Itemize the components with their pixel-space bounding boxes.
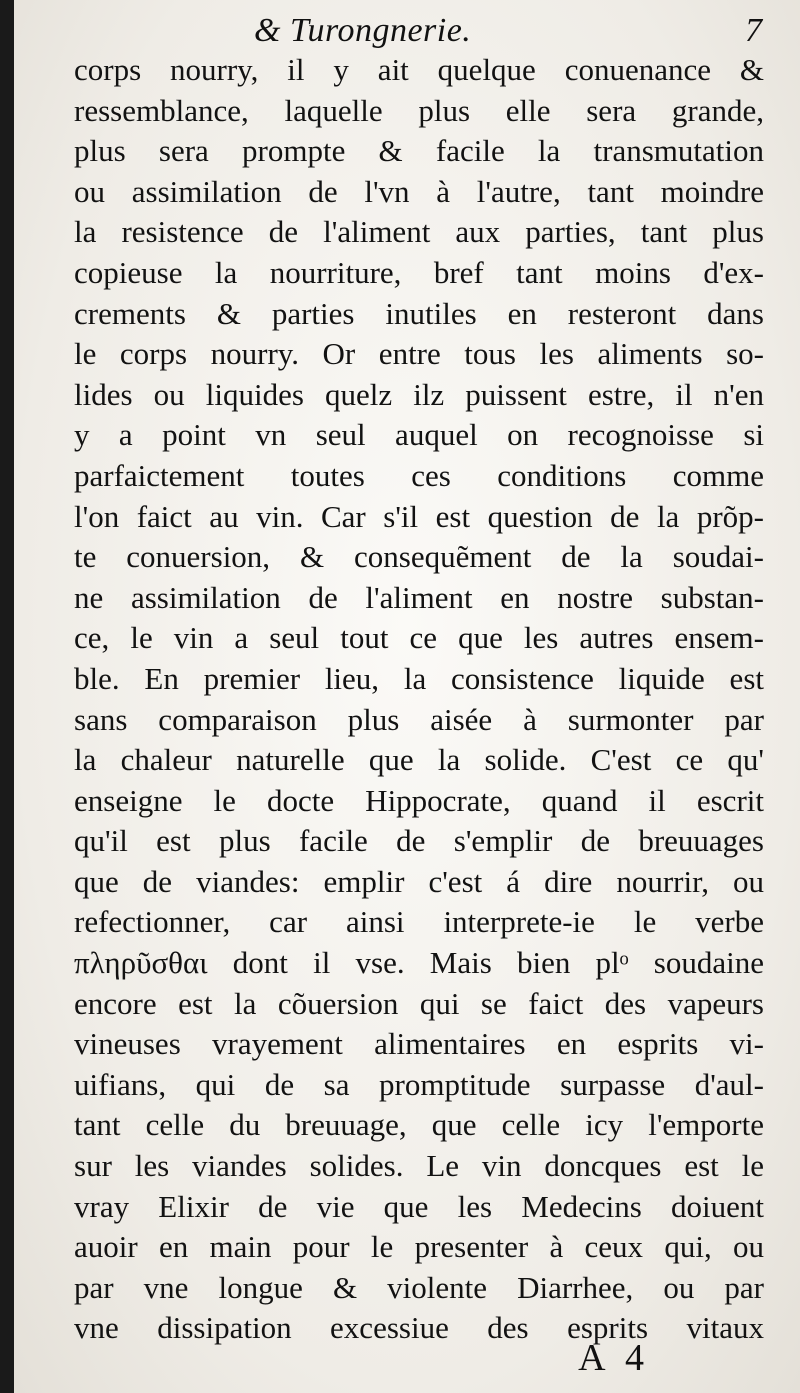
text-line: la chaleur naturelle que la solide. C'est ce qu'	[74, 742, 764, 778]
text-line: sur les viandes solides. Le vin doncques est le	[74, 1148, 764, 1184]
page-number: 7	[745, 12, 762, 49]
text-line: vne dissipation excessiue des esprits vitaux	[74, 1310, 764, 1346]
text-line: encore est la cõuersion qui se faict des vapeurs	[74, 985, 764, 1021]
text-line: corps nourry, il y ait quelque conuenance &	[74, 52, 764, 87]
text-line: ressemblance, laquelle plus elle sera grande,	[74, 92, 764, 128]
text-line: le corps nourry. Or entre tous les aliments so-	[74, 336, 764, 372]
text-line: ble. En premier lieu, la consistence liquide est	[74, 660, 764, 696]
text-line: auoir en main pour le presenter à ceux qui, ou	[74, 1229, 764, 1265]
running-title: & Turongnerie.	[254, 12, 472, 49]
text-line: refectionner, car ainsi interprete-ie le verbe	[74, 904, 764, 940]
text-line: vineuses vrayement alimentaires en esprits vi-	[74, 1026, 764, 1062]
text-line: lides ou liquides quelz ilz puissent estre, il n'en	[74, 376, 764, 412]
text-line: plus sera prompte & facile la transmutation	[74, 133, 764, 169]
text-line: ou assimilation de l'vn à l'autre, tant moindre	[74, 173, 764, 209]
text-line: la resistence de l'aliment aux parties, tant plus	[74, 214, 764, 250]
text-line: vray Elixir de vie que les Medecins doiuent	[74, 1188, 764, 1224]
text-line: enseigne le docte Hippocrate, quand il escrit	[74, 782, 764, 818]
text-line: ne assimilation de l'aliment en nostre substan-	[74, 579, 764, 615]
signature-mark: A 4	[578, 1337, 650, 1379]
text-line: copieuse la nourriture, bref tant moins d'ex-	[74, 254, 764, 290]
book-page	[14, 0, 800, 1393]
text-line: qu'il est plus facile de s'emplir de breuuages	[74, 823, 764, 859]
text-line: y a point vn seul auquel on recognoisse si	[74, 417, 764, 453]
text-line: l'on faict au vin. Car s'il est question de la prõp-	[74, 498, 764, 534]
text-line: parfaictement toutes ces conditions comme	[74, 457, 764, 493]
text-line: πληρῦσθαι dont il vse. Mais bien plᵒ soudaine	[74, 945, 764, 981]
text-line: tant celle du breuuage, que celle icy l'emporte	[74, 1107, 764, 1143]
body-text	[74, 50, 764, 1349]
text-line: par vne longue & violente Diarrhee, ou par	[74, 1269, 764, 1305]
text-line: sans comparaison plus aisée à surmonter par	[74, 701, 764, 737]
text-line: que de viandes: emplir c'est á dire nourrir, ou	[74, 863, 764, 899]
text-line: te conuersion, & consequẽment de la soudai-	[74, 539, 764, 575]
text-line: ce, le vin a seul tout ce que les autres ensem-	[74, 620, 764, 656]
text-line: uifians, qui de sa promptitude surpasse d'aul-	[74, 1066, 764, 1102]
text-line: crements & parties inutiles en resteront dans	[74, 295, 764, 331]
